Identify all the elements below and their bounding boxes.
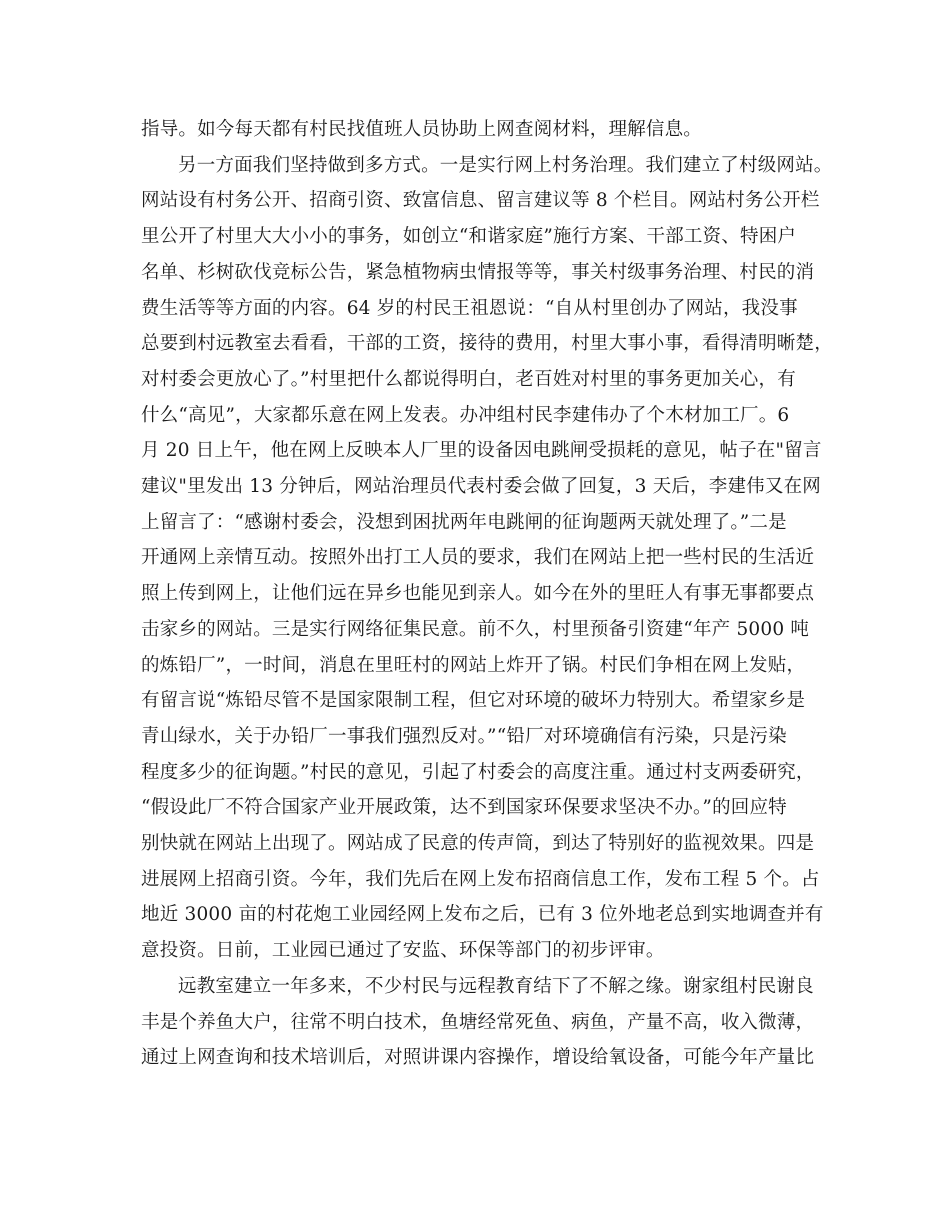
- text-line: 意投资。日前，工业园已通过了安监、环保等部门的初步评审。: [141, 940, 665, 962]
- text-line: 开通网上亲情互动。按照外出打工人员的要求，我们在网站上把一些村民的生活近: [141, 547, 815, 569]
- text-line: 别快就在网站上出现了。网站成了民意的传声筒，到达了特别好的监视效果。四是: [141, 833, 815, 855]
- paragraph-first-line: 远教室建立一年多来，不少村民与远程教育结下了不解之缘。谢家组村民谢良: [178, 975, 814, 997]
- text-line: 对村委会更放心了。”村里把什么都说得明白，老百姓对村里的事务更加关心，有: [141, 368, 796, 390]
- text-line: 总要到村远教室去看看，干部的工资，接待的费用，村里大事小事，看得清明晰楚，: [141, 333, 833, 355]
- text-line: 青山绿水，关于办铅厂一事我们强烈反对。”“铅厂对环境确信有污染，只是污染: [141, 725, 787, 747]
- text-line: 月 20 日上午，他在网上反映本人厂里的设备因电跳闸受损耗的意见，帖子在"留言: [141, 440, 822, 462]
- paragraph-first-line: 另一方面我们坚持做到多方式。一是实行网上村务治理。我们建立了村级网站。: [178, 154, 833, 176]
- text-line: 指导。如今每天都有村民找值班人员协助上网查阅材料，理解信息。: [141, 119, 703, 140]
- text-line: 程度多少的征询题。”村民的意见，引起了村委会的高度注重。通过村支两委研究，: [141, 761, 815, 783]
- text-line: 建议"里发出 13 分钟后，网站治理员代表村委会做了回复，3 天后，李建伟又在网: [141, 476, 821, 498]
- text-line: 名单、杉树砍伐竞标公告，紧急植物病虫情报等等，事关村级事务治理、村民的消: [141, 261, 815, 283]
- text-line: 丰是个养鱼大户，往常不明白技术，鱼塘经常死鱼、病鱼，产量不高，收入微薄，: [141, 1011, 815, 1033]
- text-line: 有留言说“炼铅尽管不是国家限制工程，但它对环境的破坏力特别大。希望家乡是: [141, 690, 806, 712]
- document-body: [141, 112, 833, 1076]
- text-line: 什么“高见”，大家都乐意在网上发表。办冲组村民李建伟办了个木材加工厂。6: [141, 404, 790, 426]
- text-line: 击家乡的网站。三是实行网络征集民意。前不久，村里预备引资建“年产 5000 吨: [141, 618, 810, 640]
- text-line: 通过上网查询和技术培训后，对照讲课内容操作，增设给氧设备，可能今年产量比: [141, 1047, 815, 1069]
- text-line: 费生活等等方面的内容。64 岁的村民王祖恩说：“自从村里创办了网站，我没事: [141, 297, 798, 319]
- text-line: “假设此厂不符合国家产业开展政策，达不到国家环保要求坚决不办。”的回应特: [141, 797, 787, 819]
- text-line: 的炼铅厂”，一时间，消息在里旺村的网站上炸开了锅。村民们争相在网上发贴，: [141, 654, 806, 676]
- text-line: 上留言了：“感谢村委会，没想到困扰两年电跳闸的征询题两天就处理了。”二是: [141, 511, 787, 533]
- text-line: 里公开了村里大大小小的事务，如创立“和谐家庭”施行方案、干部工资、特困户: [141, 226, 797, 248]
- text-line: 地近 3000 亩的村花炮工业园经网上发布之后，已有 3 位外地老总到实地调查并有: [141, 904, 824, 926]
- text-line: 照上传到网上，让他们远在异乡也能见到亲人。如今在外的里旺人有事无事都要点: [141, 583, 815, 605]
- text-line: 进展网上招商引资。今年，我们先后在网上发布招商信息工作，发布工程 5 个。占: [141, 868, 820, 890]
- text-line: 网站设有村务公开、招商引资、致富信息、留言建议等 8 个栏目。网站村务公开栏: [141, 190, 820, 212]
